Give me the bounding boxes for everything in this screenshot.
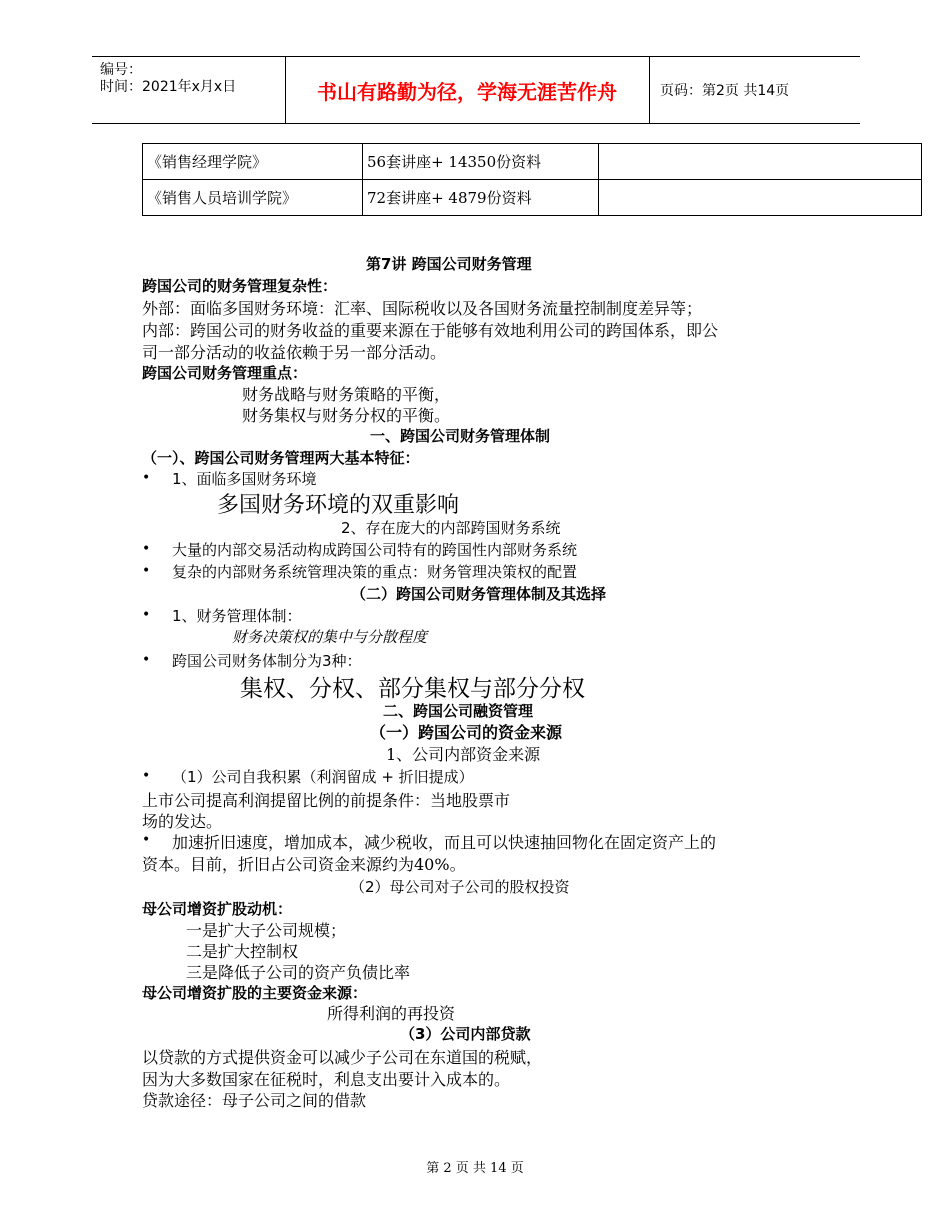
internal-line: 内部：跨国公司的财务收益的重要来源在于能够有效地利用公司的跨国体系，即公 xyxy=(142,321,719,340)
resource-table xyxy=(142,143,922,216)
feature-item: 2、存在庞大的内部跨国财务系统 xyxy=(341,519,561,537)
motive-item: 三是降低子公司的资产负债比率 xyxy=(186,963,411,982)
complexity-heading: 跨国公司的财务管理复杂性： xyxy=(142,277,338,295)
key-item: 财务集权与财务分权的平衡。 xyxy=(242,406,451,425)
motive-item: 一是扩大子公司规模； xyxy=(186,921,347,940)
self-accumulation: （1）公司自我积累（利润留成 + 折旧提成） xyxy=(172,768,474,786)
system-desc: 财务决策权的集中与分散程度 xyxy=(232,628,428,646)
header-divider xyxy=(649,57,650,123)
header-meta xyxy=(100,62,236,96)
bullet-text: 大量的内部交易活动构成跨国公司特有的跨国性内部财务系统 xyxy=(172,541,578,559)
bullet: • xyxy=(142,768,151,784)
loan-title: （3）公司内部贷款 xyxy=(400,1025,531,1043)
table-row xyxy=(143,180,922,216)
depreciation-line: 资本。目前，折旧占公司资金来源约为40%。 xyxy=(142,855,466,874)
listed-line: 场的发达。 xyxy=(142,812,223,831)
header-page-number: 页码：第2页 共14页 xyxy=(660,83,790,99)
internal-source: 1、公司内部资金来源 xyxy=(386,745,541,764)
page-footer: 第 2 页 共 14 页 xyxy=(426,1161,524,1176)
equity-title: （2）母公司对子公司的股权投资 xyxy=(350,878,570,896)
loan-line: 以贷款的方式提供资金可以减少子公司在东道国的税赋， xyxy=(142,1048,543,1067)
motive-heading: 母公司增资扩股动机： xyxy=(142,900,293,918)
section-title: 二、跨国公司融资管理 xyxy=(383,702,534,720)
bullet: • xyxy=(142,541,151,557)
external-line: 外部：面临多国财务环境：汇率、国际税收以及各国财务流量控制制度差异等； xyxy=(142,299,703,318)
header-motto: 书山有路勤为径，学海无涯苦作舟 xyxy=(317,79,617,104)
section-title: 一、跨国公司财务管理体制 xyxy=(370,427,551,445)
resource-content: 72套讲座+ 4879份资料 xyxy=(363,180,599,216)
lecture-title: 第7讲 跨国公司财务管理 xyxy=(366,255,532,273)
source-heading: 母公司增资扩股的主要资金来源： xyxy=(142,984,368,1002)
bullet-text: 复杂的内部财务系统管理决策的重点：财务管理决策权的配置 xyxy=(172,563,578,581)
table-row xyxy=(143,144,922,180)
resource-content: 56套讲座+ 14350份资料 xyxy=(363,144,599,180)
key-item: 财务战略与财务策略的平衡， xyxy=(242,385,451,404)
bullet: • xyxy=(142,563,151,579)
motive-item: 二是扩大控制权 xyxy=(186,942,299,961)
subsection-title: （二）跨国公司财务管理体制及其选择 xyxy=(351,585,607,603)
header-number: 编号： xyxy=(100,62,142,78)
key-heading: 跨国公司财务管理重点： xyxy=(142,364,308,382)
funding-title: （一）跨国公司的资金来源 xyxy=(370,723,563,742)
loan-line: 因为大多数国家在征税时，利息支出要计入成本的。 xyxy=(142,1070,511,1089)
bullet: • xyxy=(142,470,151,486)
internal-line: 司一部分活动的收益依赖于另一部分活动。 xyxy=(142,343,447,362)
bullet: • xyxy=(142,652,151,668)
feature-highlight: 多国财务环境的双重影响 xyxy=(217,493,460,518)
system-item: 1、财务管理体制： xyxy=(172,607,302,625)
resource-name: 《销售经理学院》 xyxy=(143,144,363,180)
resource-name: 《销售人员培训学院》 xyxy=(143,180,363,216)
feature-item: 1、面临多国财务环境 xyxy=(172,470,317,488)
header-time: 时间：2021年x月x日 xyxy=(100,79,237,95)
listed-line: 上市公司提高利润提留比例的前提条件：当地股票市 xyxy=(142,791,511,810)
source-item: 所得利润的再投资 xyxy=(327,1004,456,1023)
loan-line: 贷款途径：母子公司之间的借款 xyxy=(142,1091,367,1110)
depreciation-line: 加速折旧速度，增加成本，减少税收，而且可以快速抽回物化在固定资产上的 xyxy=(172,833,717,852)
system-types: 跨国公司财务体制分为3种： xyxy=(172,652,362,670)
page-header xyxy=(92,56,860,124)
system-types-highlight: 集权、分权、部分集权与部分分权 xyxy=(240,676,585,702)
bullet: • xyxy=(142,607,151,623)
resource-extra xyxy=(599,144,922,180)
resource-extra xyxy=(599,180,922,216)
subsection-title: （一）、跨国公司财务管理两大基本特征： xyxy=(142,449,420,467)
bullet: • xyxy=(142,832,151,848)
